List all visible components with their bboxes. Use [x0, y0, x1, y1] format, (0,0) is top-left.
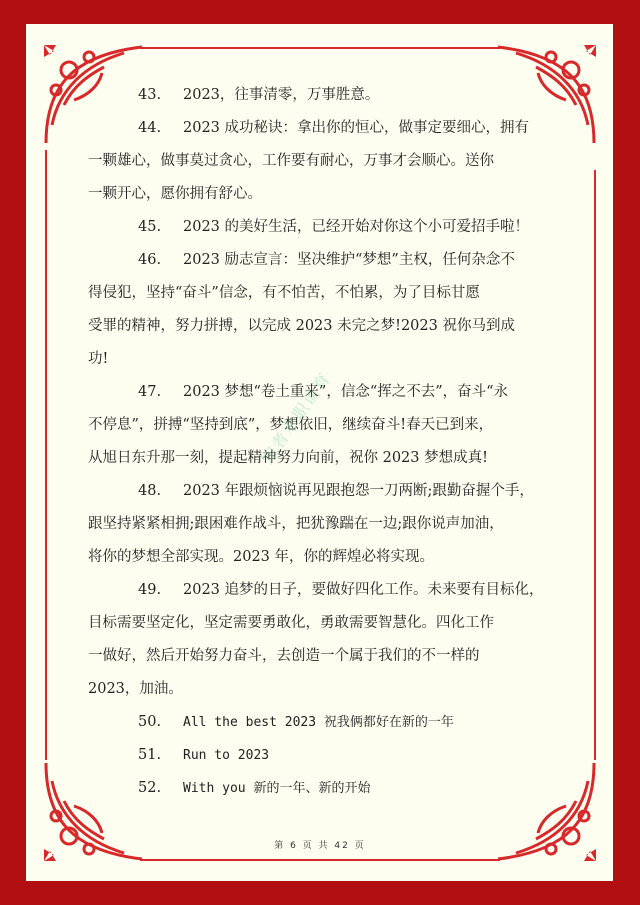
- item-text: 2023 的美好生活，已经开始对你这个小可爱招手啦！: [183, 219, 530, 235]
- list-item-continuation: [88, 508, 560, 541]
- item-text: 2023，加油。: [88, 681, 183, 697]
- page-number: 第 6 页 共 42 页: [274, 841, 366, 851]
- document-body: [88, 79, 560, 805]
- item-text: 受罪的精神，努力拼搏，以完成 2023 未完之梦!2023 祝你马到成: [88, 318, 515, 334]
- item-text: 2023 追梦的日子，要做好四化工作。未来要有目标化，: [183, 582, 544, 598]
- list-item-continuation: [88, 145, 560, 178]
- frame-left-line: [45, 150, 47, 760]
- list-item-continuation: [88, 442, 560, 475]
- list-item: [88, 112, 560, 145]
- item-number: 51.: [138, 747, 162, 763]
- list-item-continuation: [88, 673, 560, 706]
- frame-bottom-line: [140, 859, 500, 861]
- list-item: [88, 739, 560, 772]
- list-item-continuation: [88, 277, 560, 310]
- item-number: 52.: [138, 780, 162, 796]
- item-number: 50.: [138, 714, 162, 730]
- list-item: [88, 475, 560, 508]
- item-text: 2023 梦想“卷土重来”，信念“挥之不去”，奋斗“永: [183, 384, 509, 400]
- list-item: [88, 574, 560, 607]
- item-text: 跟坚持紧紧相拥;跟困难作战斗，把犹豫踹在一边;跟你说声加油，: [88, 516, 504, 532]
- list-item: [88, 79, 560, 112]
- item-text: With you 新的一年、新的开始: [183, 781, 371, 796]
- item-text: 2023 年跟烦恼说再见跟抱怨一刀两断;跟勤奋握个手，: [183, 483, 534, 499]
- item-number: 45.: [138, 219, 162, 235]
- item-text: 将你的梦想全部实现。2023 年，你的辉煌必将实现。: [88, 549, 435, 565]
- list-item-continuation: [88, 310, 560, 343]
- item-text: 得侵犯，坚持“奋斗”信念，有不怕苦，不怕累，为了目标甘愿: [88, 285, 480, 301]
- item-number: 44.: [138, 120, 162, 136]
- item-number: 46.: [138, 252, 162, 268]
- item-number: 48.: [138, 483, 162, 499]
- list-item-continuation: [88, 541, 560, 574]
- list-item-continuation: [88, 178, 560, 211]
- item-text: 一颗开心，愿你拥有舒心。: [88, 186, 262, 202]
- list-item-continuation: [88, 607, 560, 640]
- list-item: [88, 244, 560, 277]
- list-item-continuation: [88, 409, 560, 442]
- item-text: 功!: [88, 351, 109, 367]
- item-number: 47.: [138, 384, 162, 400]
- item-text: 一做好，然后开始努力奋斗，去创造一个属于我们的不一样的: [88, 648, 480, 664]
- list-item: [88, 706, 560, 739]
- item-text: Run to 2023: [183, 748, 270, 763]
- item-text: 2023 励志宣言：坚决维护“梦想”主权，任何杂念不: [183, 252, 515, 268]
- item-text: 一颗雄心，做事莫过贪心，工作要有耐心，万事才会顺心。送你: [88, 153, 494, 169]
- list-item: [88, 211, 560, 244]
- item-text: 目标需要坚定化，坚定需要勇敢化，勇敢需要智慧化。四化工作: [88, 615, 494, 631]
- watermark: 知者水职谈育: [257, 368, 335, 468]
- list-item: [88, 772, 560, 805]
- item-text: 2023 成功秘诀：拿出你的恒心，做事定要细心，拥有: [183, 120, 530, 136]
- item-text: 不停息”，拼搏“坚持到底”，梦想依旧，继续奋斗!春天已到来，: [88, 417, 494, 433]
- list-item-continuation: [88, 640, 560, 673]
- item-text: 2023，往事清零，万事胜意。: [183, 87, 380, 103]
- frame-right-line: [594, 170, 596, 760]
- item-number: 49.: [138, 582, 162, 598]
- item-text: 从旭日东升那一刻，提起精神努力向前，祝你 2023 梦想成真!: [88, 450, 488, 466]
- frame-top-line: [140, 47, 500, 49]
- item-text: All the best 2023 祝我俩都好在新的一年: [183, 715, 454, 730]
- item-number: 43.: [138, 87, 162, 103]
